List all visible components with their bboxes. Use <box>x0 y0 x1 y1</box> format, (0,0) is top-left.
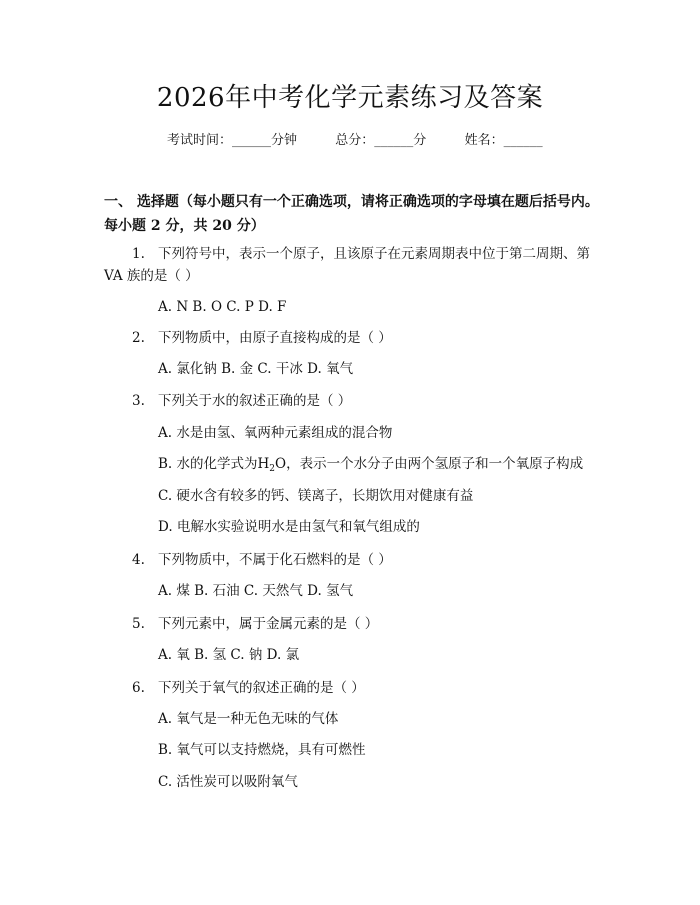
question-3-option-d: D. 电解水实验说明水是由氢气和氧气组成的 <box>158 519 420 535</box>
question-6-option-c: C. 活性炭可以吸附氧气 <box>158 774 298 790</box>
page-title: 2026年中考化学元素练习及答案 <box>156 83 544 113</box>
total-score-field: 总分：______分 <box>335 133 427 148</box>
question-number: 1. <box>132 246 145 262</box>
question-6-option-a: A. 氧气是一种无色无味的气体 <box>158 711 339 727</box>
section-heading <box>104 190 624 238</box>
question-2-options: A. 氯化钠 B. 金 C. 干冰 D. 氧气 <box>158 361 354 377</box>
question-number: 3. <box>132 393 145 409</box>
question-5-stem <box>132 613 378 635</box>
student-name-field: 姓名：______ <box>464 133 543 148</box>
question-text: 下列符号中，表示一个原子，且该原子在元素周期表中位于第二周期、第 <box>158 246 590 262</box>
question-5-options: A. 氧 B. 氢 C. 钠 D. 氯 <box>158 647 300 663</box>
question-text: 下列物质中，由原子直接构成的是（ ） <box>158 330 392 346</box>
section-heading-line2: 每小题 2 分，共 20 分） <box>104 218 265 234</box>
question-1-stem <box>132 243 590 265</box>
question-3-option-a: A. 水是由氢、氧两种元素组成的混合物 <box>158 425 393 441</box>
question-number: 2. <box>132 330 145 346</box>
question-1-stem-continued: VA 族的是（ ） <box>104 268 199 284</box>
question-6-option-b: B. 氧气可以支持燃烧，具有可燃性 <box>158 742 366 758</box>
question-text: 下列关于水的叙述正确的是（ ） <box>158 393 352 409</box>
section-heading-line1: 一、 选择题（每小题只有一个正确选项，请将正确选项的字母填在题后括号内。 <box>104 194 599 210</box>
question-3-option-b: B. 水的化学式为$H_2O$，表示一个水分子由两个氢原子和一个氧原子构成 <box>158 456 584 474</box>
question-text: 下列元素中，属于金属元素的是（ ） <box>158 616 379 632</box>
question-4-stem <box>132 549 392 571</box>
exam-meta <box>167 131 543 151</box>
question-3-stem <box>132 390 351 412</box>
exam-time-field: 考试时间：______分钟 <box>167 133 298 148</box>
question-3-option-c: C. 硬水含有较多的钙、镁离子，长期饮用对健康有益 <box>158 488 474 504</box>
question-number: 6. <box>132 680 145 696</box>
question-4-options: A. 煤 B. 石油 C. 天然气 D. 氢气 <box>158 583 354 599</box>
question-number: 4. <box>132 552 145 568</box>
question-text: 下列关于氧气的叙述正确的是（ ） <box>158 680 365 696</box>
question-6-stem <box>132 677 365 699</box>
question-text: 下列物质中，不属于化石燃料的是（ ） <box>158 552 392 568</box>
question-number: 5. <box>132 616 145 632</box>
question-1-options: A. N B. O C. P D. F <box>158 299 287 315</box>
question-2-stem <box>132 327 392 349</box>
